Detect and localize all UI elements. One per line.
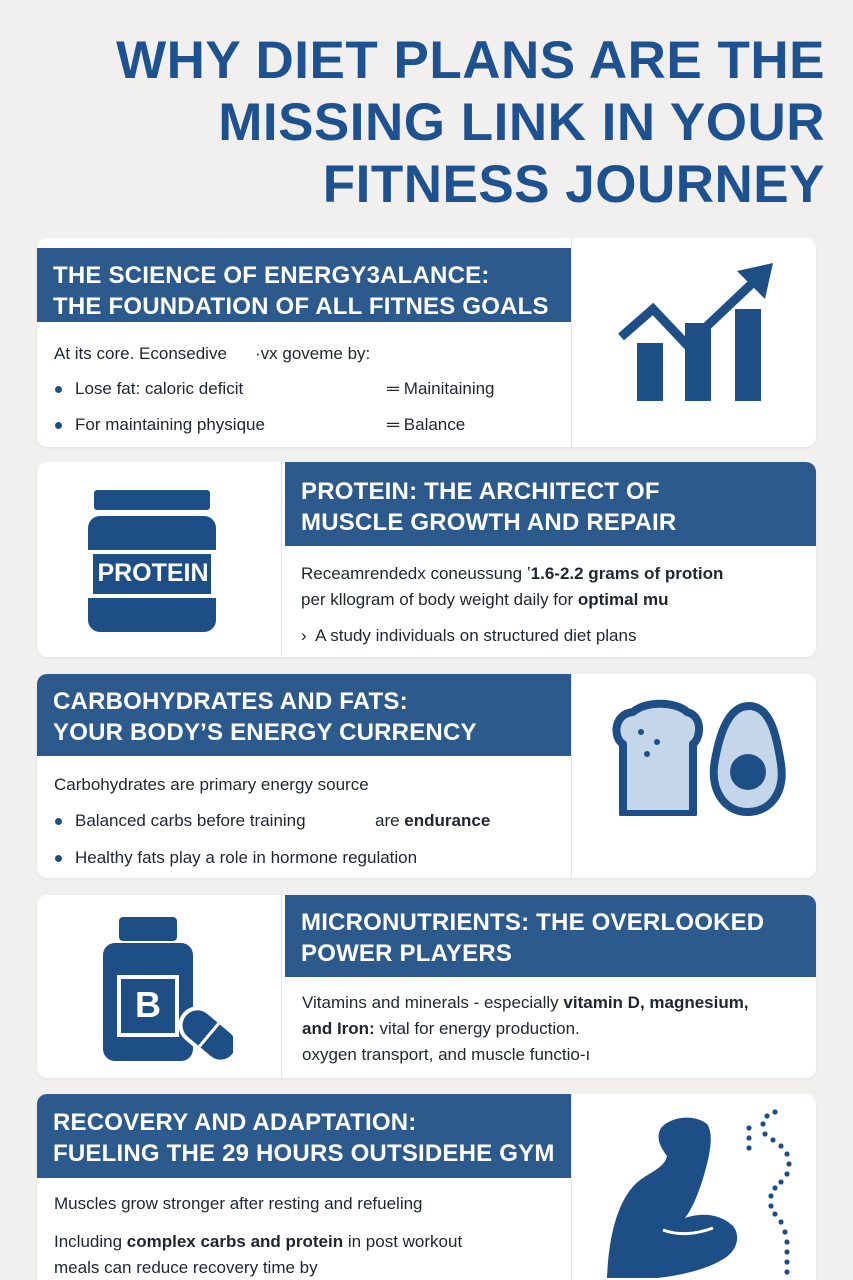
page-title — [40, 30, 825, 216]
bullet-maintain: For maintaining physique — [75, 415, 265, 434]
divider — [281, 895, 282, 1078]
title-line-1: WHY DIET PLANS ARE THE — [116, 31, 825, 90]
section-body — [37, 238, 571, 447]
recovery-text-line-3: meals can reduce recovery time by — [54, 1258, 318, 1277]
micro-text-line-3: oxygen transport, and muscle functio-ı — [302, 1045, 591, 1064]
section-heading-line-2: YOUR BODY’S ENERGY CURRENCY — [53, 719, 477, 746]
section-heading-line-1: PROTEIN: THE ARCHITECT OF — [301, 478, 660, 505]
section-body — [37, 1094, 571, 1280]
hormone-text: play a role in hormone regulation — [164, 848, 418, 867]
are-text: are — [375, 811, 405, 830]
section-heading-line-2: FUELING THE 29 HOURS OUTSIDEHE GYM — [53, 1140, 555, 1167]
bread-avocado-icon — [611, 698, 791, 816]
vitamins-text: Vitamins and minerals - especially — [302, 993, 564, 1012]
bullet-lose-fat: Lose fat: caloric deficit — [75, 379, 244, 398]
section-heading — [285, 895, 816, 977]
bullet-balanced-carbs — [75, 811, 306, 831]
balanced-carbs-text: Balanced carbs — [75, 811, 193, 830]
section-heading-line-1: THE SCIENCE OF ENERGY3ALANCE: — [53, 262, 490, 289]
section-heading-line-2: MUSCLE GROWTH AND REPAIR — [301, 509, 677, 536]
bullet-lose-fat-right: ═ Mainitaining — [387, 379, 495, 398]
protein-optimal-text: optimal mu — [577, 590, 669, 609]
vitamin-d-magnesium-text: vitamin D, magnesium, — [563, 993, 749, 1012]
protein-grams-text: 1.6-2.2 grams of protion — [530, 564, 724, 583]
section-heading-line-1: CARBOHYDRATES AND FATS: — [53, 688, 408, 715]
protein-text-line-1 — [301, 564, 723, 584]
iron-text: and Iron: — [302, 1019, 375, 1038]
section-heading-line-1: RECOVERY AND ADAPTATION: — [53, 1109, 417, 1136]
title-line-3: FITNESS JOURNEY — [322, 155, 825, 214]
protein-body-weight-text: per kllogram of body weight daily for — [301, 590, 578, 609]
section-protein — [37, 462, 816, 657]
energy-production-text: vital for energy production. — [374, 1019, 580, 1038]
endurance-word: endurance — [404, 811, 491, 830]
section-carbs-fats — [37, 674, 816, 878]
bullet-maintain-right: ═ Balance — [387, 415, 466, 434]
healthy-fats-text: Healthy fats — [75, 848, 165, 867]
jar-label: PROTEIN — [97, 559, 209, 587]
section-body — [37, 674, 571, 878]
protein-recommend-text: Receamrendedx coneussung ʽ — [301, 564, 531, 583]
recovery-text-line-2 — [54, 1232, 462, 1252]
carbs-word: Carbohydrates — [54, 775, 166, 794]
carbs-intro — [54, 775, 369, 795]
micro-text-line-2 — [302, 1019, 580, 1039]
protein-study-text: A study individuals on structured diet plans — [315, 626, 637, 645]
divider — [571, 674, 572, 878]
post-workout-text: in post workout — [343, 1232, 463, 1251]
protein-text-line-3: › A study individuals on structured diet plans — [301, 626, 637, 645]
section-body — [285, 977, 816, 1078]
intro-text-suffix: ·vx goveme by: — [255, 344, 371, 363]
title-line-2: MISSING LINK IN YOUR — [218, 93, 825, 152]
bottle-label: B — [135, 984, 161, 1025]
section-micronutrients — [37, 895, 816, 1078]
recovery-text-line-1: Muscles grow stronger after resting and refueling — [54, 1194, 423, 1213]
section-heading — [285, 462, 816, 546]
before-training-text: before training — [192, 811, 306, 830]
maintaining-label: Mainitaining — [403, 379, 495, 398]
micro-text-line-1 — [302, 993, 749, 1013]
section-heading-line-2: THE FOUNDATION OF ALL FITNES GOALS — [53, 293, 549, 320]
divider — [281, 462, 282, 657]
intro-text: At its core. Econsedive — [54, 344, 227, 363]
balance-label: Balance — [403, 415, 466, 434]
section-energy-balance — [37, 238, 816, 447]
section-recovery — [37, 1094, 816, 1280]
divider — [571, 238, 572, 447]
section-heading-line-1: MICRONUTRIENTS: THE OVERLOOKED — [301, 909, 765, 936]
section-body — [285, 546, 816, 657]
endurance-text — [375, 811, 490, 831]
protein-text-line-2 — [301, 590, 669, 610]
carbs-intro-rest: are primary energy source — [165, 775, 369, 794]
section-heading-line-2: POWER PLAYERS — [301, 940, 513, 967]
bullet-healthy-fats — [75, 848, 417, 868]
bar-chart-growth-icon — [613, 263, 783, 403]
including-text: Including — [54, 1232, 127, 1251]
flexed-arm-icon — [597, 1108, 797, 1280]
complex-carbs-text: complex carbs and protein — [126, 1232, 344, 1251]
divider — [571, 1094, 572, 1280]
